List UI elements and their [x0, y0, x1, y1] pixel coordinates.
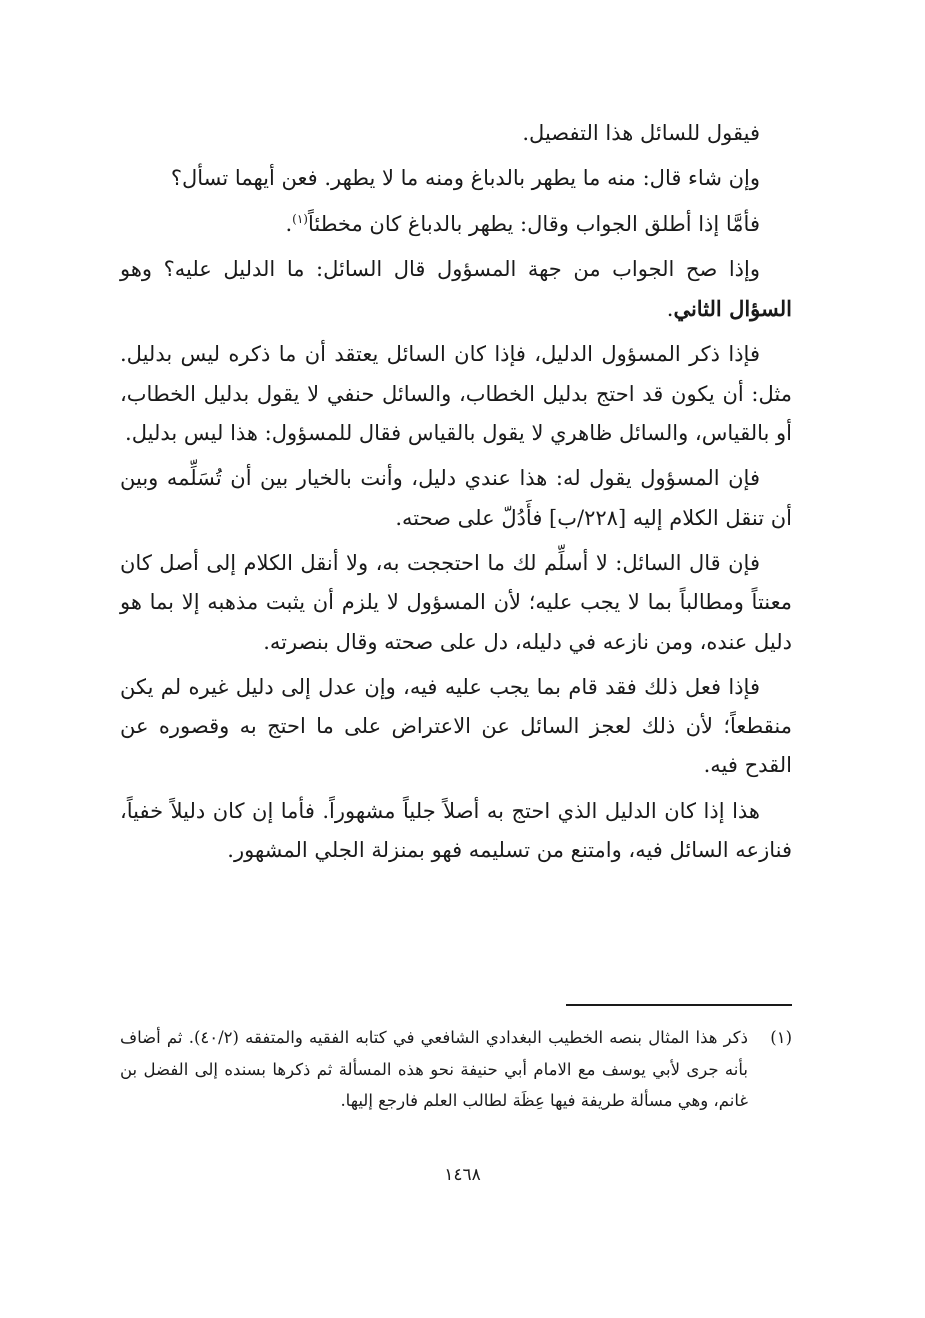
paragraph-3-end: .	[285, 211, 293, 236]
footnote-number: (١)	[770, 1028, 792, 1047]
paragraph-3	[120, 205, 792, 244]
footnote-reference[interactable]: (١)	[292, 211, 308, 226]
paragraph-3-text: فأمَّا إذا أطلق الجواب وقال: يطهر بالدباغ كان مخطئاً	[307, 211, 760, 236]
paragraph-1: فيقول للسائل هذا التفصيل.	[522, 121, 760, 145]
paragraph-4-end: .	[666, 297, 674, 322]
paragraph-4-text: وإذا صح الجواب من جهة المسؤول قال السائل: ما الدليل عليه؟ وهو	[120, 256, 760, 281]
paragraph-4	[120, 250, 792, 330]
footnotes	[120, 1022, 792, 1117]
paragraph-7: فإن قال السائل: لا أسلِّم لك ما احتججت به، ولا أنقل الكلام إلى أصل كان معنتاً ومطالباً بما لا يجب عليه؛ لأن المسؤول لا يلزم أن يثبت مذهبه إلا بما هو دليل عنده، ومن نازعه في دليله، دل على صحته وقال بنصرته.	[120, 550, 792, 654]
main-text	[120, 114, 792, 876]
section-heading-second-question: السؤال الثاني	[673, 296, 792, 322]
page-number: ١٤٦٨	[444, 1165, 481, 1185]
paragraph-5: فإذا ذكر المسؤول الدليل، فإذا كان السائل يعتقد أن ما ذكره ليس بدليل. مثل: أن يكون قد احتج بدليل الخطاب، والسائل حنفي لا يقول بدليل الخطاب، أو بالقياس، والسائل ظاهري لا يقول بالقياس فقال للمسؤول: هذا ليس بدليل.	[120, 342, 792, 446]
footnote-divider	[566, 1004, 792, 1006]
paragraph-6: فإن المسؤول يقول له: هذا عندي دليل، وأنت بالخيار بين أن تُسَلِّمه وبين أن تنقل الكلام إليه [٢٢٨/ب] فأَدُلّ على صحته.	[120, 466, 792, 530]
footnote-1	[120, 1022, 792, 1117]
paragraph-9: هذا إذا كان الدليل الذي احتج به أصلاً جلياً مشهوراً. فأما إن كان دليلاً خفياً، فنازعه السائل فيه، وامتنع من تسليمه فهو بمنزلة الجلي المشهور.	[120, 798, 792, 863]
paragraph-2: وإن شاء قال: منه ما يطهر بالدباغ ومنه ما لا يطهر. فعن أيهما تسأل؟	[170, 166, 760, 191]
footnote-text: ذكر هذا المثال بنصه الخطيب البغدادي الشافعي في كتابه الفقيه والمتفقه (٤٠/٢). ثم أضاف بأنه جرى لأبي يوسف مع الامام أبي حنيفة نحو هذه المسألة ثم ذكرها بسنده إلى الفضل بن غانم، وهي مسألة طريفة فيها عِظَة لطالب العلم فارجع إليها.	[120, 1028, 748, 1110]
paragraph-8: فإذا فعل ذلك فقد قام بما يجب عليه فيه، وإن عدل إلى دليل غيره لم يكن منقطعاً؛ لأن ذلك لعجز السائل عن الاعتراض على ما احتج به وقصوره عن القدح فيه.	[120, 674, 792, 778]
